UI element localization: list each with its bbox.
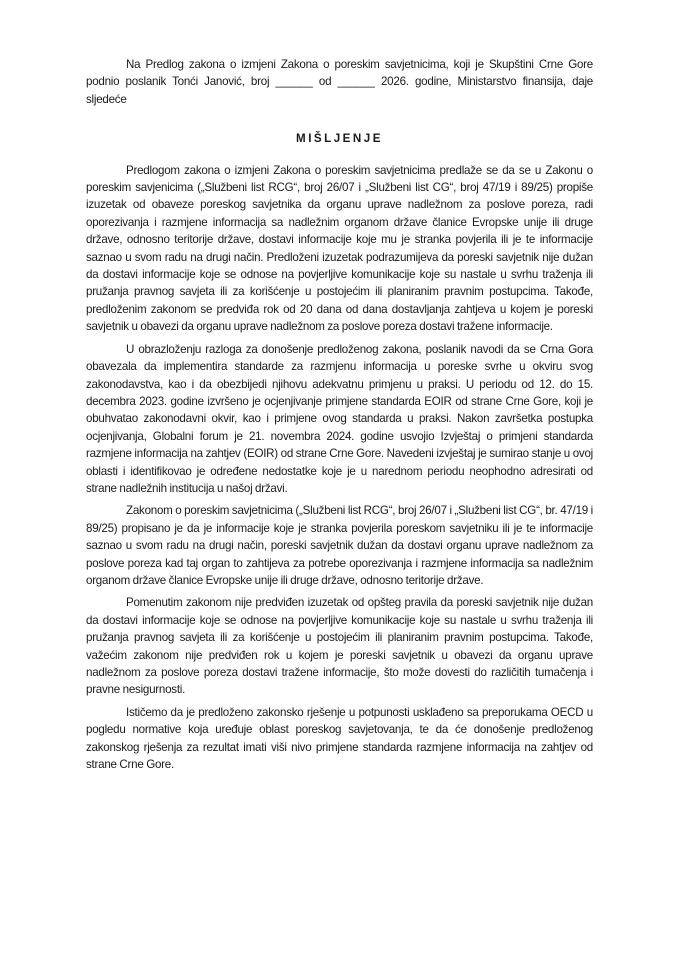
body-paragraph: Zakonom o poreskim savjetnicima („Službeni list RCG“, broj 26/07 i „Službeni list CG“, br. 47/19 i 89/25) propisano je da je informacije koje je stranka povjerila poreskom savjetniku ili je te informacije saznao u svom radu na drugi način, poreski savjetnik dužan da dostavi organu uprave nadležnom za poslove poreza kad taj organ to zahtijeva za potrebe oporezivanja i razmjene informacija sa nadležnim organom države članice Evropske unije ili druge države, odnosno teritorije države. bbox=[86, 504, 593, 587]
body-paragraph: Ističemo da je predloženo zakonsko rješenje u potpunosti usklađeno sa preporukama OECD u pogledu normative koja uređuje oblast poreskog savjetovanja, te da će donošenje predloženog zakonskog rješenja za rezultat imati viši nivo primjene standarda razmjene informacija na zahtjev od strane Crne Gore. bbox=[86, 705, 593, 772]
body-paragraph: Pomenutim zakonom nije predviđen izuzetak od opšteg pravila da poreski savjetnik nije dužan da dostavi informacije koje se odnose na povjerljive komunikacije koje su nastale u svrhu traženja ili pružanja pravnog savjeta ili za korišćenje u postojećim ili planiranim pravnim postupcima. Takođe, važećim zakonom nije predviđen rok u kojem je poreski savjetnik u obavezi da organu uprave nadležnom za poslove poreza dostavi tražene informacije, što može dovesti do različitih tumačenja i pravne nesigurnosti. bbox=[86, 596, 593, 697]
document-page bbox=[86, 56, 593, 778]
intro-paragraph: Na Predlog zakona o izmjeni Zakona o poreskim savjetnicima, koji je Skupštini Crne Gore podnio poslanik Tonći Janović, broj ______ od ______ 2026. godine, Ministarstvo finansija, daje sljedeće bbox=[86, 58, 593, 106]
body-paragraph: U obrazloženju razloga za donošenje predloženog zakona, poslanik navodi da se Crna Gora obavezala da implementira standarde za razmjenu informacija u poreske svrhe u okviru svog zakonodavstva, kao i da obezbijedi njihovu adekvatnu primjenu u praksi. U periodu od 12. do 15. decembra 2023. godine izvršeno je ocjenjivanje primjene standarda EOIR od strane Crne Gore, koji je obuhvatao zakonodavni okvir, kao i primjene ovog standarda u praksi. Nakon završetka postupka ocjenjivanja, Globalni forum je 21. novembra 2024. godine usvojio Izvještaj o primjeni standarda razmjene informacija na zahtjev (EOIR) od strane Crne Gore. Navedeni izvještaj je sumirao stanje u ovoj oblasti i identifikovao je određene nedostatke koje je u narednom periodu neophodno adresirati od strane nadležnih institucija u našoj državi. bbox=[86, 342, 593, 495]
body-paragraph: Predlogom zakona o izmjeni Zakona o poreskim savjetnicima predlaže se da se u Zakonu o poreskim savjenicima („Službeni list RCG“, broj 26/07 i „Službeni list CG“, broj 47/19 i 89/25) propiše izuzetak od obaveze poreskog savjetnika da organu uprave nadležnom za poslove poreza, radi oporezivanja i razmjene informacija sa nadležnim organom države članice Evropske unije ili druge države, odnosno teritorije države, dostavi informacije koje mu je stranka povjerila ili je te informacije saznao u svom radu na drugi način. Predloženi izuzetak podrazumijeva da poreski savjetnik nije dužan da dostavi informacije koje se odnose na povjerljive komunikacije koje su nastale u svrhu traženja ili pružanja pravnog savjeta ili za korišćenje u postojećim ili planiranim pravnim postupcima. Takođe, predloženim zakonom se predviđa rok od 20 dana od dana dostavljanja zahtjeva u kojem je poreski savjetnik u obavezi da organu uprave nadležnom za poslove poreza dostavi tražene informacije. bbox=[86, 163, 593, 334]
document-title: MIŠLJENJE bbox=[296, 132, 383, 146]
